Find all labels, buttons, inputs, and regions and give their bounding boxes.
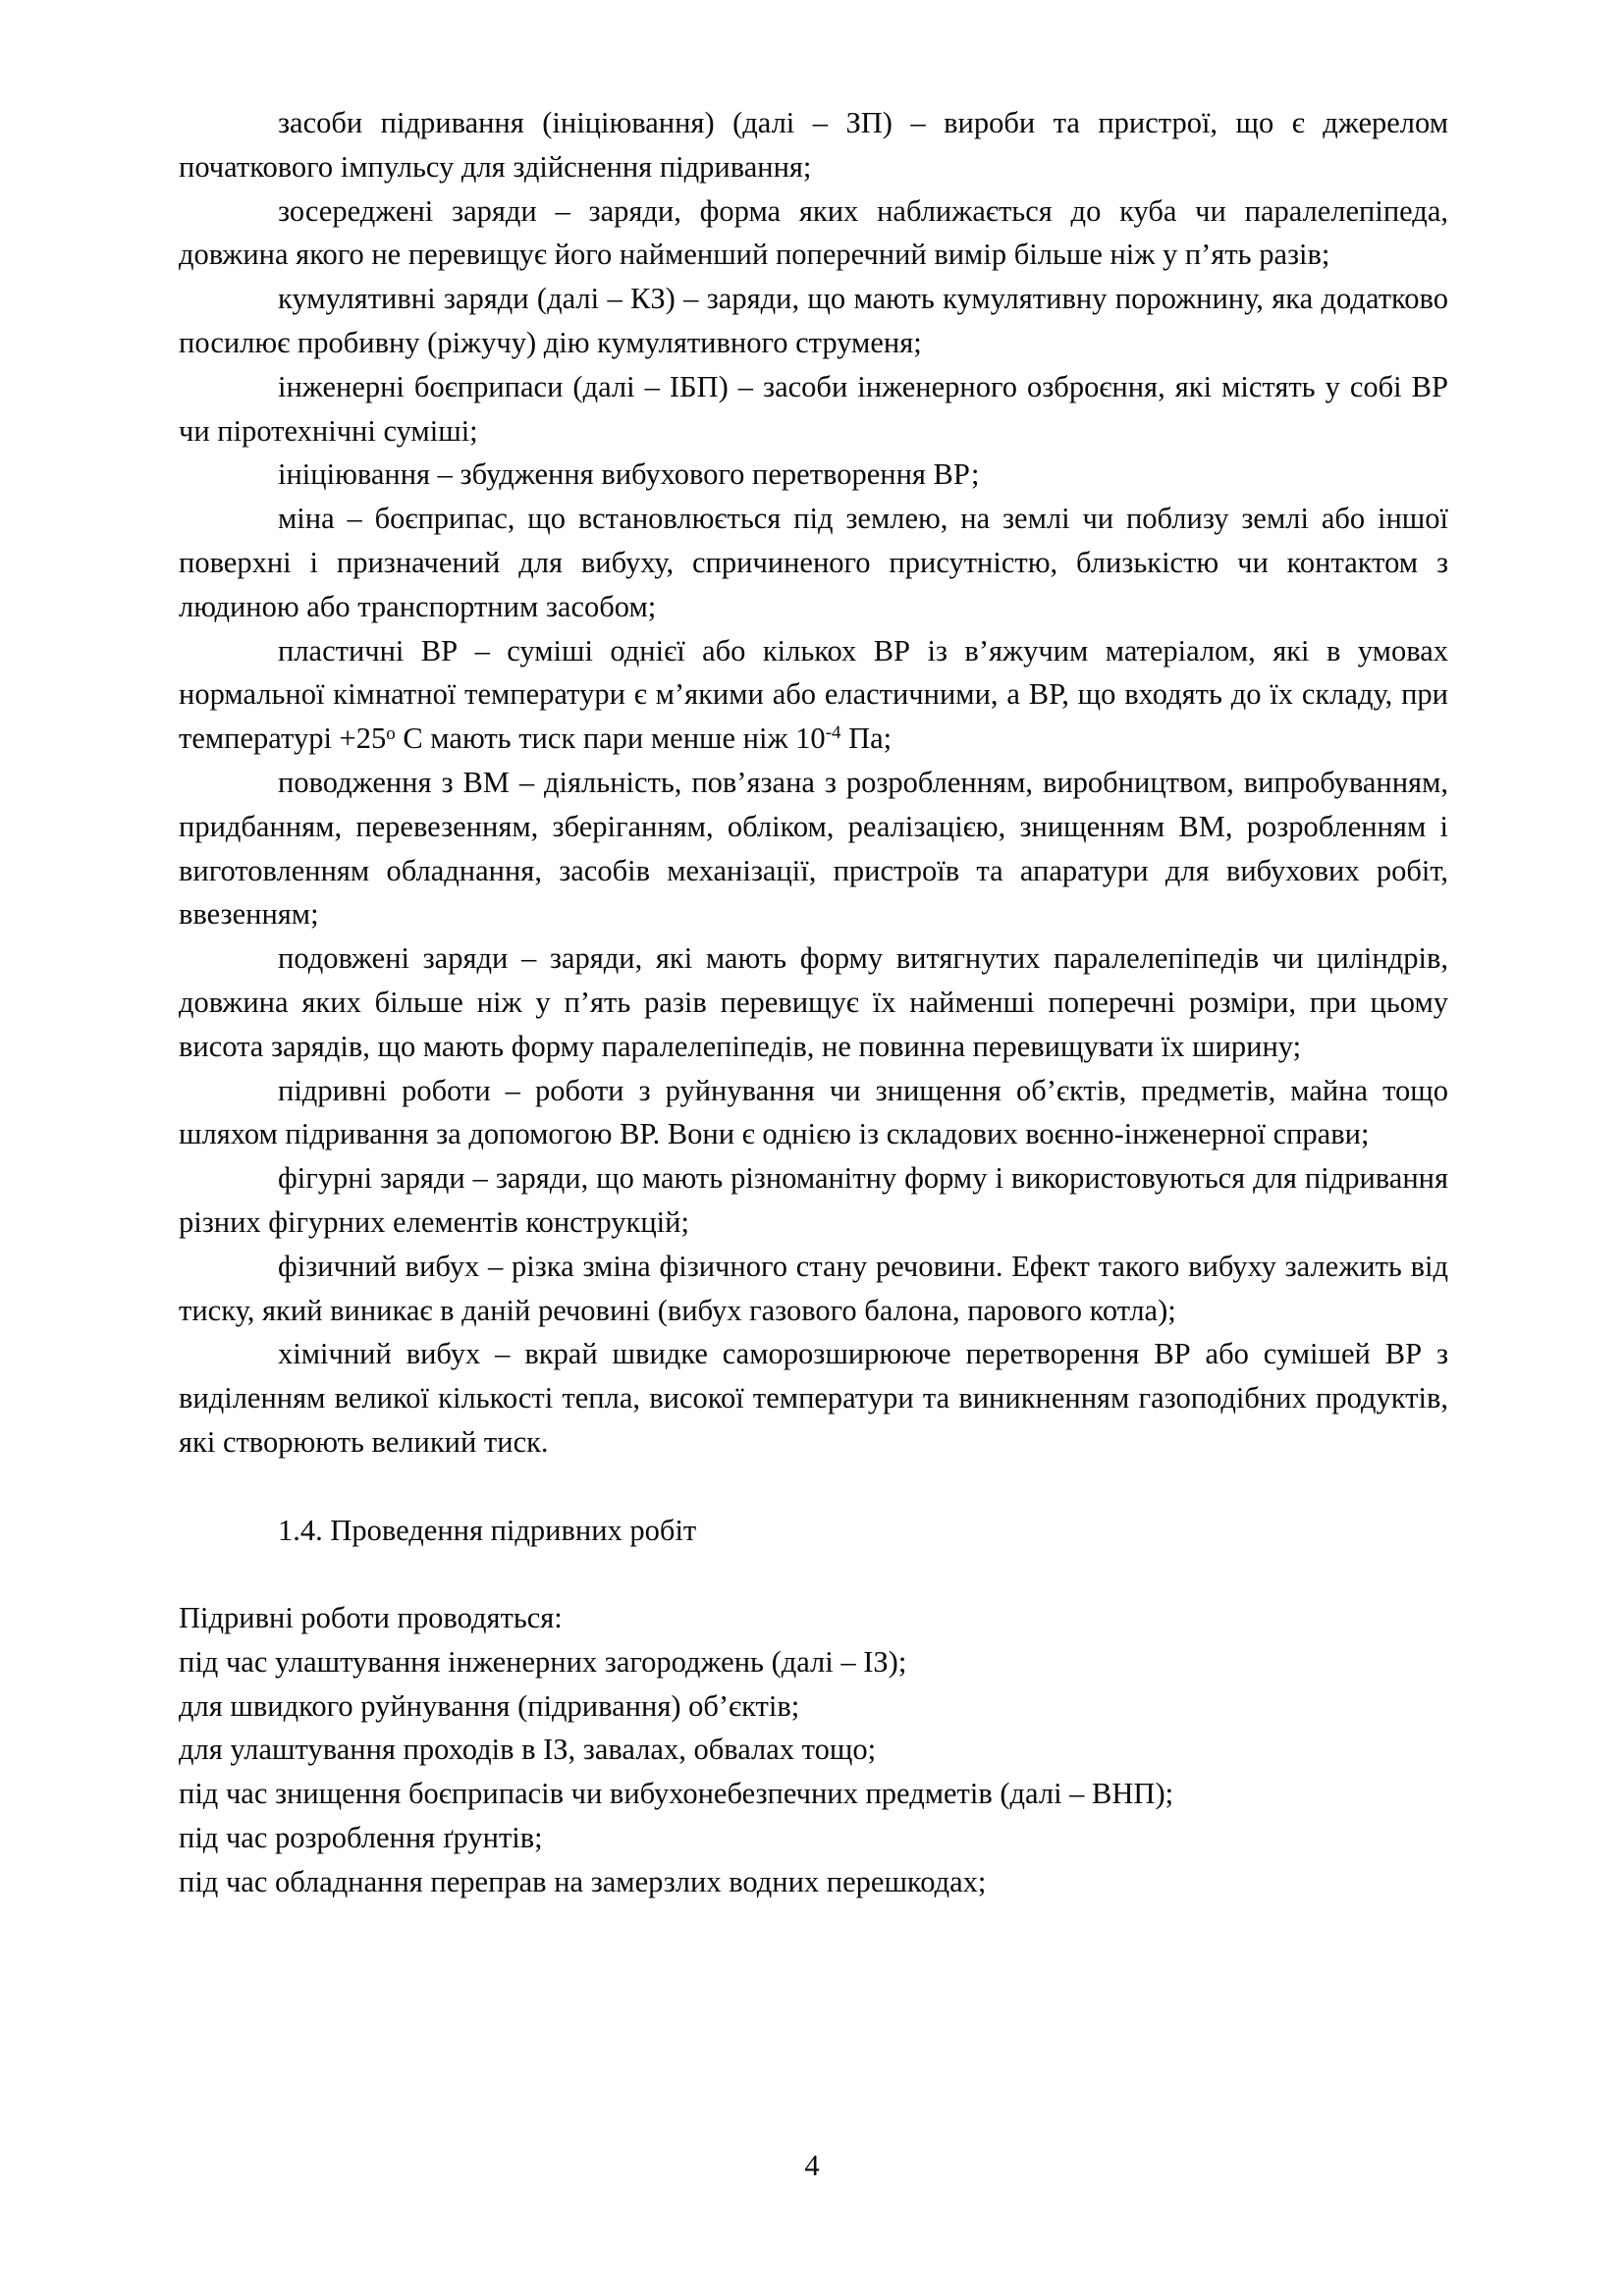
definition-paragraph-figurni-zaryady: фігурні заряди – заряди, що мають різноманітну форму і використовуються для підривання різних фігурних елементів конструкцій; (179, 1161, 1448, 1239)
page-body (179, 101, 1448, 1904)
list-item: під час знищення боєприпасів чи вибухонебезпечних предметів (далі – ВНП); (179, 1777, 1174, 1811)
definition-paragraph-zasoby-pidryvannia: засоби підривання (ініціювання) (далі – ЗП) – вироби та пристрої, що є джерелом початкового імпульсу для здійснення підривання; (179, 106, 1448, 184)
definition-paragraph-mina: міна – боєприпас, що встановлюється під землею, на землі чи поблизу землі або іншої поверхні і призначений для вибуху, спричиненого присутністю, близькістю чи контактом з людиною або транспортним засобом; (179, 502, 1448, 623)
plastychni-text-before: пластичні ВР – суміші однієї або кількох ВР із в’яжучим матеріалом, які в умовах нормальної кімнатної температури є м’якими або еластичними, а ВР, що входять до їх складу, при температурі +25 (179, 633, 1448, 756)
list-intro-text: Підривні роботи проводяться: (179, 1601, 563, 1635)
definition-paragraph-kumuliatyvni-zaryady: кумулятивні заряди (далі – КЗ) – заряди, що мають кумулятивну порожнину, яка додатково посилює пробивну (ріжучу) дію кумулятивного струменя; (179, 282, 1448, 359)
list-item: для улаштування проходів в ІЗ, завалах, обвалах тощо; (179, 1733, 877, 1767)
definition-paragraph-fizychnyi-vybukh: фізичний вибух – різка зміна фізичного стану речовини. Ефект такого вибуху залежить від тиску, який виникає в даній речовині (вибух газового балона, парового котла); (179, 1249, 1448, 1327)
section-spacer-above (179, 1465, 1448, 1509)
section-spacer-below (179, 1552, 1448, 1596)
list-item: під час обладнання переправ на замерзлих водних перешкодах; (179, 1864, 987, 1898)
exponent-superscript: -4 (825, 722, 841, 744)
definition-paragraph-podovzheni-zaryady: подовжені заряди – заряди, які мають форму витягнутих паралелепіпедів чи циліндрів, довжина яких більше ніж у п’ять разів перевищує їх найменші поперечні розміри, при цьому висота зарядів, що мають форму паралелепіпедів, не повинна перевищувати їх ширину; (179, 941, 1448, 1063)
definition-paragraph-zoseredzheni-zaryady: зосереджені заряди – заряди, форма яких наближається до куба чи паралелепіпеда, довжина якого не перевищує його найменший поперечний вимір більше ніж у п’ять разів; (179, 193, 1448, 272)
definition-paragraph-povodzhennia-z-vm: поводження з ВМ – діяльність, пов’язана з розробленням, виробництвом, випробуванням, придбанням, перевезенням, зберіганням, обліком, реалізацією, знищенням ВМ, розробленням і виготовленням обладнання, засобів механізації, пристроїв та апаратури для вибухових робіт, ввезенням; (179, 765, 1448, 932)
section-heading-1-4: 1.4. Проведення підривних робіт (278, 1513, 697, 1547)
list-item: для швидкого руйнування (підривання) об’єктів; (179, 1688, 800, 1723)
definition-paragraph-pidryvni-roboty: підривні роботи – роботи з руйнування чи знищення об’єктів, предметів, майна тощо шляхом підривання за допомогою ВР. Вони є однією із складових воєнно-інженерної справи; (179, 1073, 1448, 1151)
list-item: під час улаштування інженерних загороджень (далі – ІЗ); (179, 1644, 907, 1679)
degree-superscript: o (386, 723, 396, 745)
plastychni-text-after: Па; (840, 721, 893, 756)
list-item: під час розроблення ґрунтів; (179, 1821, 543, 1855)
definition-paragraph-khimichnyi-vybukh: хімічний вибух – вкрай швидке саморозширююче перетворення ВР або сумішей ВР з виділенням великої кількості тепла, високої температури та виникненням газоподібних продуктів, які створюють великий тиск. (179, 1337, 1448, 1459)
definition-paragraph-initsiiuvannia: ініціювання – збудження вибухового перетворення ВР; (278, 457, 980, 492)
definition-paragraph-plastychni-vr (179, 629, 1448, 761)
definition-paragraph-inzhenerni-boieprypasy: інженерні боєприпаси (далі – ІБП) – засоби інженерного озброєння, які містять у собі ВР чи піротехнічні суміші; (179, 369, 1448, 448)
page-number: 4 (804, 2149, 820, 2182)
plastychni-text-middle: С мають тиск пари менше ніж 10 (395, 721, 826, 756)
